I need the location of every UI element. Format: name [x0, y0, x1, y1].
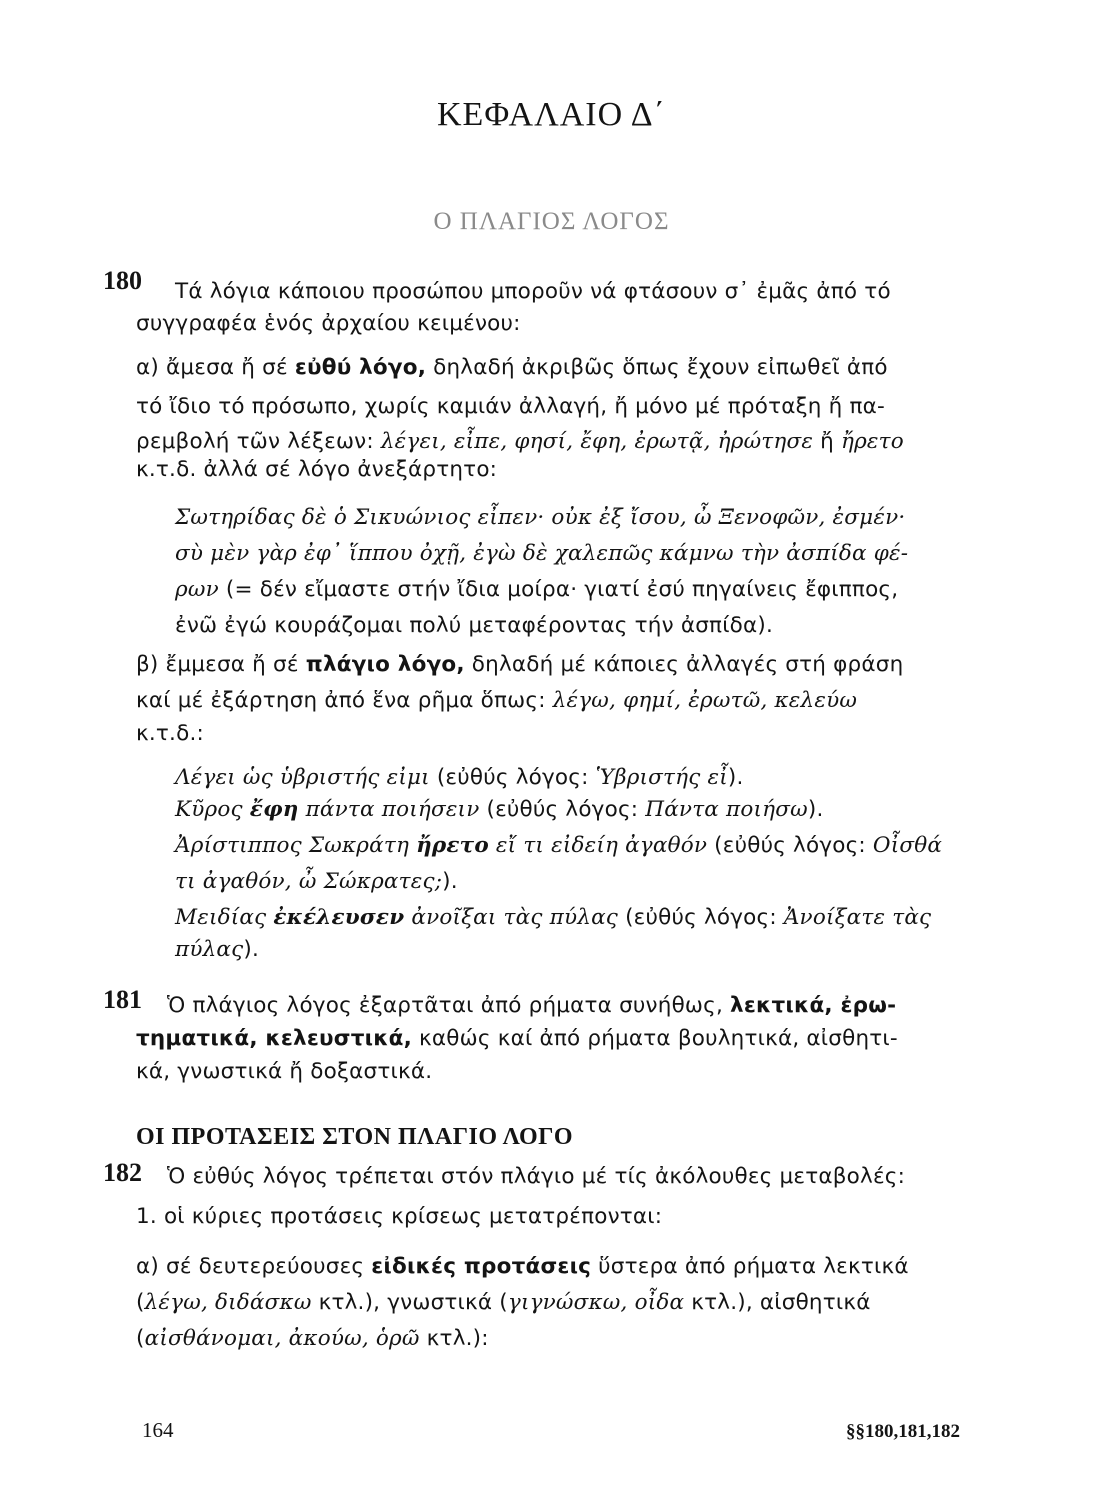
p182-line-5: (αἰσθάνομαι, ἀκούω, ὁρῶ κτλ.):	[136, 1326, 489, 1351]
p182-line-3: α) σέ δευτερεύουσες εἰδικές προτάσεις ὕστερα ἀπό ρήματα λεκτικά	[136, 1254, 909, 1279]
p180-b-line-1: β) ἔμμεσα ἤ σέ πλάγιο λόγο, δηλαδή μέ κάποιες ἀλλαγές στή φράση	[136, 652, 904, 677]
section-reference: §§180,181,182	[846, 1421, 960, 1442]
p182-line-4: (λέγω, διδάσκω κτλ.), γνωστικά (γιγνώσκω, οἶδα κτλ.), αἰσθητικά	[136, 1290, 871, 1315]
example-line-2: Κῦρος ἔφη πάντα ποιήσειν (εὐθύς λόγος: Πάντα ποιήσω).	[175, 797, 824, 822]
p180-b-line-3: κ.τ.δ.:	[136, 721, 204, 746]
quote-line-1: Σωτηρίδας δὲ ὁ Σικυώνιος εἶπεν· οὐκ ἐξ ἴσου, ὦ Ξενοφῶν, ἐσμέν·	[175, 505, 906, 530]
example-line-4: τι ἀγαθόν, ὦ Σώκρατες;).	[175, 869, 458, 894]
example-line-6: πύλας).	[175, 937, 260, 962]
p180-line-4: τό ἴδιο τό πρόσωπο, χωρίς καμιάν ἀλλαγή, ἤ μόνο μέ πρόταξη ἤ πα-	[136, 394, 885, 419]
p180-line-2: συγγραφέα ἑνός ἀρχαίου κειμένου:	[136, 311, 521, 336]
p182-line-2: 1. οἱ κύριες προτάσεις κρίσεως μετατρέπονται:	[136, 1204, 663, 1229]
p181-line-1: Ὁ πλάγιος λόγος ἐξαρτᾶται ἀπό ρήματα συνήθως, λεκτικά, ἐρω-	[167, 993, 897, 1018]
p181-line-2: τηματικά, κελευστικά, καθώς καί ἀπό ρήματα βουλητικά, αἰσθητι-	[136, 1026, 898, 1051]
example-line-5: Μειδίας ἐκέλευσεν ἀνοῖξαι τὰς πύλας (εὐθύς λόγος: Ἀνοίξατε τὰς	[175, 905, 932, 930]
p180-line-3: α) ἄμεσα ἤ σέ εὐθύ λόγο, δηλαδή ἀκριβῶς ὅπως ἔχουν εἰπωθεῖ ἀπό	[136, 355, 888, 380]
p180-line-5: ρεμβολή τῶν λέξεων: λέγει, εἶπε, φησί, ἔφη, ἐρωτᾷ, ἠρώτησε ἤ ἤρετο	[136, 429, 904, 454]
paragraph-number-182: 182	[103, 1158, 142, 1187]
quote-line-3: ρων (= δέν εἴμαστε στήν ἴδια μοίρα· γιατί ἐσύ πηγαίνεις ἔφιππος,	[175, 577, 899, 602]
p180-line-6: κ.τ.δ. ἀλλά σέ λόγο ἀνεξάρτητο:	[136, 457, 498, 482]
chapter-title: ΚΕΦΑΛΑΙΟ Δ΄	[437, 96, 666, 133]
section-heading: ΟΙ ΠΡΟΤΑΣΕΙΣ ΣΤΟΝ ΠΛΑΓΙΟ ΛΟΓΟ	[136, 1124, 574, 1150]
paragraph-number-180: 180	[103, 266, 142, 295]
quote-line-2: σὺ μὲν γὰρ ἐφ᾿ ἵππου ὀχῇ, ἐγὼ δὲ χαλεπῶς κάμνω τὴν ἀσπίδα φέ-	[175, 541, 909, 566]
quote-line-4: ἐνῶ ἐγώ κουράζομαι πολύ μεταφέροντας τήν ἀσπίδα).	[175, 613, 774, 638]
p180-line-1: Τά λόγια κάποιου προσώπου μπορoῦν νά φτάσουν σ᾿ ἐμᾶς ἀπό τό	[175, 279, 891, 304]
example-line-3: Ἀρίστιππος Σωκράτη ἤρετο εἴ τι εἰδείη ἀγαθόν (εὐθύς λόγος: Οἶσθά	[175, 833, 943, 858]
example-line-1: Λέγει ὡς ὑβριστής εἰμι (εὐθύς λόγος: Ὑβριστής εἶ).	[175, 765, 744, 790]
section-title: Ο ΠΛΑΓΙΟΣ ΛΟΓΟΣ	[433, 208, 670, 235]
p180-b-line-2: καί μέ ἐξάρτηση ἀπό ἕνα ρῆμα ὅπως: λέγω, φημί, ἐρωτῶ, κελεύω	[136, 688, 858, 713]
paragraph-number-181: 181	[103, 985, 142, 1014]
p181-line-3: κά, γνωστικά ἤ δοξαστικά.	[136, 1059, 433, 1084]
p182-line-1: Ὁ εὐθύς λόγος τρέπεται στόν πλάγιο μέ τίς ἀκόλουθες μεταβολές:	[167, 1164, 906, 1189]
page-number: 164	[142, 1418, 174, 1442]
